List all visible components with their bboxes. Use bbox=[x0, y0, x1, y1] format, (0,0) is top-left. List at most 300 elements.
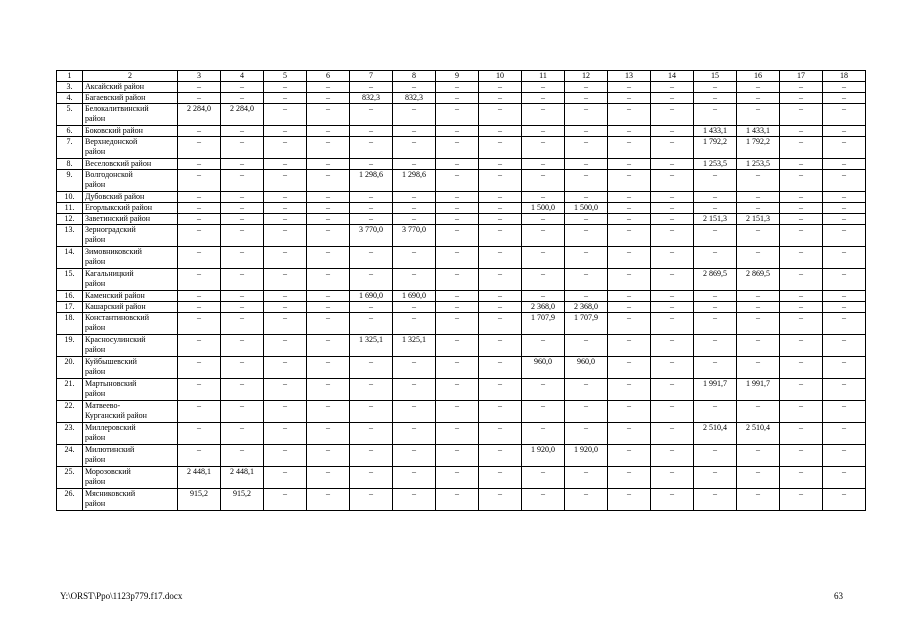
column-header: 2 bbox=[83, 71, 178, 82]
value-cell: – bbox=[565, 192, 608, 203]
value-cell: – bbox=[565, 401, 608, 423]
value-cell: – bbox=[565, 423, 608, 445]
data-table bbox=[56, 70, 866, 511]
value-cell: – bbox=[393, 203, 436, 214]
value-cell: 1 325,1 bbox=[393, 335, 436, 357]
value-cell: – bbox=[823, 423, 866, 445]
value-cell: 3 770,0 bbox=[350, 225, 393, 247]
value-cell: – bbox=[264, 214, 307, 225]
value-cell: – bbox=[780, 82, 823, 93]
value-cell: – bbox=[565, 137, 608, 159]
value-cell: – bbox=[608, 104, 651, 126]
value-cell: 2 368,0 bbox=[522, 302, 565, 313]
value-cell: – bbox=[780, 357, 823, 379]
value-cell: – bbox=[221, 247, 264, 269]
value-cell: 1 991,7 bbox=[694, 379, 737, 401]
value-cell: – bbox=[479, 401, 522, 423]
page-number: 63 bbox=[834, 591, 843, 601]
district-name bbox=[83, 214, 178, 225]
value-cell: – bbox=[221, 302, 264, 313]
value-cell: 1 298,6 bbox=[350, 170, 393, 192]
value-cell: – bbox=[221, 313, 264, 335]
value-cell: 2 869,5 bbox=[694, 269, 737, 291]
value-cell: – bbox=[737, 335, 780, 357]
district-name bbox=[83, 159, 178, 170]
value-cell: – bbox=[350, 126, 393, 137]
value-cell: – bbox=[823, 192, 866, 203]
value-cell: – bbox=[264, 313, 307, 335]
value-cell: – bbox=[780, 269, 823, 291]
value-cell: – bbox=[608, 302, 651, 313]
value-cell: – bbox=[350, 313, 393, 335]
district-name-line: Зимовниковский bbox=[85, 247, 142, 256]
value-cell: – bbox=[307, 214, 350, 225]
value-cell: – bbox=[436, 225, 479, 247]
value-cell: – bbox=[479, 357, 522, 379]
value-cell: – bbox=[307, 445, 350, 467]
district-name bbox=[83, 247, 178, 269]
value-cell: – bbox=[780, 203, 823, 214]
column-header: 9 bbox=[436, 71, 479, 82]
value-cell: – bbox=[737, 467, 780, 489]
value-cell: – bbox=[694, 467, 737, 489]
column-header: 16 bbox=[737, 71, 780, 82]
value-cell: – bbox=[780, 170, 823, 192]
value-cell: – bbox=[436, 159, 479, 170]
district-name bbox=[83, 137, 178, 159]
district-name-line: Каменский район bbox=[85, 291, 145, 300]
value-cell: – bbox=[436, 93, 479, 104]
value-cell: – bbox=[823, 159, 866, 170]
value-cell: – bbox=[350, 203, 393, 214]
value-cell: 2 284,0 bbox=[178, 104, 221, 126]
value-cell: – bbox=[780, 126, 823, 137]
value-cell: – bbox=[479, 247, 522, 269]
value-cell: – bbox=[608, 82, 651, 93]
value-cell: – bbox=[178, 401, 221, 423]
value-cell: – bbox=[307, 137, 350, 159]
value-cell: – bbox=[608, 379, 651, 401]
value-cell: – bbox=[608, 247, 651, 269]
value-cell: – bbox=[221, 159, 264, 170]
value-cell: – bbox=[651, 192, 694, 203]
value-cell: – bbox=[350, 401, 393, 423]
district-name-line: Куйбышевский bbox=[85, 357, 137, 366]
value-cell: – bbox=[694, 335, 737, 357]
value-cell: – bbox=[780, 313, 823, 335]
value-cell: – bbox=[694, 357, 737, 379]
value-cell: – bbox=[608, 401, 651, 423]
value-cell: – bbox=[264, 467, 307, 489]
column-header: 7 bbox=[350, 71, 393, 82]
row-number: 26. bbox=[57, 489, 83, 511]
district-name-line: район bbox=[85, 146, 106, 156]
value-cell: – bbox=[479, 203, 522, 214]
value-cell: – bbox=[823, 214, 866, 225]
table-row bbox=[57, 137, 866, 159]
value-cell: – bbox=[393, 489, 436, 511]
table-row bbox=[57, 291, 866, 302]
value-cell: – bbox=[350, 159, 393, 170]
value-cell: – bbox=[565, 170, 608, 192]
value-cell: – bbox=[178, 192, 221, 203]
value-cell: – bbox=[522, 126, 565, 137]
value-cell: – bbox=[823, 302, 866, 313]
value-cell: – bbox=[565, 247, 608, 269]
value-cell: – bbox=[608, 423, 651, 445]
value-cell: – bbox=[264, 269, 307, 291]
value-cell: – bbox=[436, 203, 479, 214]
value-cell: – bbox=[264, 423, 307, 445]
value-cell: 1 433,1 bbox=[737, 126, 780, 137]
value-cell: – bbox=[436, 192, 479, 203]
value-cell: – bbox=[823, 269, 866, 291]
value-cell: – bbox=[436, 247, 479, 269]
value-cell: – bbox=[436, 357, 479, 379]
value-cell: – bbox=[264, 291, 307, 302]
table-row bbox=[57, 423, 866, 445]
district-name-line: район bbox=[85, 256, 106, 266]
row-number: 18. bbox=[57, 313, 83, 335]
column-header: 5 bbox=[264, 71, 307, 82]
district-name bbox=[83, 291, 178, 302]
district-name bbox=[83, 82, 178, 93]
table-row bbox=[57, 170, 866, 192]
value-cell: – bbox=[479, 137, 522, 159]
table-row bbox=[57, 379, 866, 401]
value-cell: – bbox=[178, 335, 221, 357]
value-cell: – bbox=[436, 379, 479, 401]
value-cell: – bbox=[522, 467, 565, 489]
value-cell: – bbox=[651, 401, 694, 423]
value-cell: – bbox=[393, 467, 436, 489]
value-cell: – bbox=[780, 225, 823, 247]
value-cell: – bbox=[436, 302, 479, 313]
value-cell: – bbox=[264, 126, 307, 137]
value-cell: – bbox=[479, 445, 522, 467]
value-cell: – bbox=[264, 203, 307, 214]
value-cell: – bbox=[694, 489, 737, 511]
value-cell: – bbox=[307, 192, 350, 203]
district-name bbox=[83, 170, 178, 192]
district-name-line: Миллеровский bbox=[85, 423, 136, 432]
value-cell: – bbox=[608, 335, 651, 357]
value-cell: – bbox=[436, 313, 479, 335]
value-cell: – bbox=[651, 379, 694, 401]
value-cell: – bbox=[651, 302, 694, 313]
value-cell: – bbox=[694, 401, 737, 423]
value-cell: – bbox=[694, 445, 737, 467]
table-row bbox=[57, 192, 866, 203]
value-cell: – bbox=[651, 214, 694, 225]
value-cell: – bbox=[522, 192, 565, 203]
column-header: 13 bbox=[608, 71, 651, 82]
value-cell: – bbox=[780, 379, 823, 401]
value-cell: – bbox=[479, 126, 522, 137]
value-cell: – bbox=[780, 214, 823, 225]
row-number: 14. bbox=[57, 247, 83, 269]
district-name-line: район bbox=[85, 278, 106, 288]
value-cell: – bbox=[479, 214, 522, 225]
district-name bbox=[83, 93, 178, 104]
value-cell: – bbox=[393, 159, 436, 170]
value-cell: – bbox=[436, 214, 479, 225]
value-cell: – bbox=[479, 489, 522, 511]
value-cell: – bbox=[737, 170, 780, 192]
value-cell: – bbox=[608, 126, 651, 137]
value-cell: 3 770,0 bbox=[393, 225, 436, 247]
value-cell: – bbox=[780, 93, 823, 104]
table-row bbox=[57, 302, 866, 313]
value-cell: 2 448,1 bbox=[221, 467, 264, 489]
column-header: 12 bbox=[565, 71, 608, 82]
table-row bbox=[57, 357, 866, 379]
value-cell: – bbox=[479, 302, 522, 313]
row-number: 8. bbox=[57, 159, 83, 170]
value-cell: – bbox=[651, 104, 694, 126]
value-cell: – bbox=[393, 104, 436, 126]
value-cell: – bbox=[393, 423, 436, 445]
value-cell: – bbox=[350, 379, 393, 401]
value-cell: 1 253,5 bbox=[694, 159, 737, 170]
value-cell: – bbox=[737, 313, 780, 335]
value-cell: – bbox=[264, 104, 307, 126]
value-cell: – bbox=[178, 203, 221, 214]
value-cell: – bbox=[436, 423, 479, 445]
value-cell: – bbox=[178, 82, 221, 93]
district-name-line: Матвеево- bbox=[85, 401, 121, 410]
value-cell: – bbox=[350, 357, 393, 379]
value-cell: – bbox=[350, 302, 393, 313]
column-header: 10 bbox=[479, 71, 522, 82]
district-name-line: район bbox=[85, 344, 106, 354]
value-cell: – bbox=[307, 291, 350, 302]
value-cell: – bbox=[178, 214, 221, 225]
district-name-line: район bbox=[85, 366, 106, 376]
value-cell: – bbox=[264, 82, 307, 93]
value-cell: – bbox=[436, 445, 479, 467]
value-cell: – bbox=[651, 93, 694, 104]
value-cell: – bbox=[436, 335, 479, 357]
district-name-line: район bbox=[85, 113, 106, 123]
district-name bbox=[83, 104, 178, 126]
row-number: 5. bbox=[57, 104, 83, 126]
value-cell: – bbox=[307, 489, 350, 511]
value-cell: – bbox=[694, 291, 737, 302]
value-cell: – bbox=[479, 192, 522, 203]
row-number: 6. bbox=[57, 126, 83, 137]
value-cell: – bbox=[307, 401, 350, 423]
row-number: 13. bbox=[57, 225, 83, 247]
value-cell: – bbox=[264, 357, 307, 379]
row-number: 24. bbox=[57, 445, 83, 467]
value-cell: 2 284,0 bbox=[221, 104, 264, 126]
value-cell: – bbox=[608, 203, 651, 214]
value-cell: – bbox=[264, 445, 307, 467]
district-name-line: Красносулинский bbox=[85, 335, 146, 344]
column-header: 11 bbox=[522, 71, 565, 82]
value-cell: – bbox=[823, 445, 866, 467]
value-cell: – bbox=[264, 247, 307, 269]
value-cell: 1 707,9 bbox=[565, 313, 608, 335]
district-name-line: Веселовский район bbox=[85, 159, 152, 168]
value-cell: 1 920,0 bbox=[522, 445, 565, 467]
district-name bbox=[83, 445, 178, 467]
value-cell: – bbox=[823, 82, 866, 93]
value-cell: – bbox=[651, 291, 694, 302]
district-name bbox=[83, 192, 178, 203]
value-cell: – bbox=[350, 214, 393, 225]
value-cell: 915,2 bbox=[221, 489, 264, 511]
value-cell: – bbox=[350, 137, 393, 159]
value-cell: – bbox=[178, 225, 221, 247]
column-header: 14 bbox=[651, 71, 694, 82]
value-cell: 2 368,0 bbox=[565, 302, 608, 313]
value-cell: 2 151,3 bbox=[737, 214, 780, 225]
value-cell: – bbox=[823, 126, 866, 137]
value-cell: – bbox=[737, 93, 780, 104]
district-name bbox=[83, 357, 178, 379]
value-cell: – bbox=[178, 93, 221, 104]
value-cell: 1 253,5 bbox=[737, 159, 780, 170]
district-name-line: Белокалитвинский bbox=[85, 104, 149, 113]
value-cell: – bbox=[436, 137, 479, 159]
value-cell: – bbox=[307, 379, 350, 401]
value-cell: – bbox=[780, 247, 823, 269]
district-name bbox=[83, 423, 178, 445]
value-cell: 1 690,0 bbox=[350, 291, 393, 302]
district-name-line: район bbox=[85, 388, 106, 398]
value-cell: – bbox=[608, 214, 651, 225]
value-cell: – bbox=[522, 159, 565, 170]
value-cell: – bbox=[565, 489, 608, 511]
value-cell: – bbox=[565, 214, 608, 225]
row-number: 19. bbox=[57, 335, 83, 357]
district-name bbox=[83, 313, 178, 335]
value-cell: 1 920,0 bbox=[565, 445, 608, 467]
column-header: 8 bbox=[393, 71, 436, 82]
value-cell: – bbox=[221, 291, 264, 302]
header-row bbox=[57, 71, 866, 82]
value-cell: – bbox=[522, 214, 565, 225]
value-cell: – bbox=[479, 379, 522, 401]
value-cell: – bbox=[737, 302, 780, 313]
value-cell: – bbox=[780, 291, 823, 302]
district-name-line: район bbox=[85, 322, 106, 332]
district-name-line: Верхнедонской bbox=[85, 137, 138, 146]
value-cell: 1 433,1 bbox=[694, 126, 737, 137]
value-cell: – bbox=[221, 357, 264, 379]
value-cell: – bbox=[307, 467, 350, 489]
value-cell: – bbox=[350, 192, 393, 203]
value-cell: – bbox=[608, 357, 651, 379]
column-header: 17 bbox=[780, 71, 823, 82]
value-cell: 1 991,7 bbox=[737, 379, 780, 401]
row-number: 3. bbox=[57, 82, 83, 93]
value-cell: – bbox=[178, 170, 221, 192]
value-cell: – bbox=[823, 467, 866, 489]
value-cell: – bbox=[651, 247, 694, 269]
value-cell: – bbox=[479, 93, 522, 104]
value-cell: – bbox=[178, 126, 221, 137]
value-cell: – bbox=[221, 82, 264, 93]
table-row bbox=[57, 401, 866, 423]
value-cell: – bbox=[221, 335, 264, 357]
column-header: 3 bbox=[178, 71, 221, 82]
value-cell: – bbox=[307, 170, 350, 192]
district-name bbox=[83, 379, 178, 401]
value-cell: – bbox=[479, 159, 522, 170]
value-cell: – bbox=[737, 104, 780, 126]
value-cell: – bbox=[565, 225, 608, 247]
value-cell: – bbox=[307, 302, 350, 313]
value-cell: – bbox=[479, 423, 522, 445]
value-cell: – bbox=[651, 137, 694, 159]
value-cell: – bbox=[178, 247, 221, 269]
value-cell: – bbox=[350, 104, 393, 126]
value-cell: – bbox=[737, 291, 780, 302]
district-name-line: Морозовский bbox=[85, 467, 131, 476]
value-cell: – bbox=[651, 489, 694, 511]
district-name-line: Багаевский район bbox=[85, 93, 146, 102]
value-cell: 2 151,3 bbox=[694, 214, 737, 225]
value-cell: – bbox=[737, 401, 780, 423]
value-cell: – bbox=[694, 225, 737, 247]
value-cell: – bbox=[393, 82, 436, 93]
table-row bbox=[57, 214, 866, 225]
value-cell: – bbox=[350, 247, 393, 269]
value-cell: – bbox=[436, 104, 479, 126]
value-cell: – bbox=[737, 225, 780, 247]
value-cell: – bbox=[565, 104, 608, 126]
value-cell: – bbox=[264, 401, 307, 423]
value-cell: – bbox=[479, 225, 522, 247]
district-name-line: район bbox=[85, 476, 106, 486]
value-cell: – bbox=[178, 379, 221, 401]
table-row bbox=[57, 247, 866, 269]
value-cell: – bbox=[221, 170, 264, 192]
district-name bbox=[83, 335, 178, 357]
value-cell: – bbox=[823, 104, 866, 126]
value-cell: – bbox=[221, 379, 264, 401]
value-cell: – bbox=[307, 423, 350, 445]
value-cell: – bbox=[479, 313, 522, 335]
value-cell: – bbox=[479, 291, 522, 302]
value-cell: 832,3 bbox=[393, 93, 436, 104]
district-name-line: Зерноградский bbox=[85, 225, 136, 234]
value-cell: – bbox=[565, 467, 608, 489]
value-cell: – bbox=[264, 489, 307, 511]
value-cell: – bbox=[393, 126, 436, 137]
table-row bbox=[57, 82, 866, 93]
value-cell: – bbox=[221, 203, 264, 214]
value-cell: 1 500,0 bbox=[522, 203, 565, 214]
value-cell: – bbox=[737, 445, 780, 467]
district-name bbox=[83, 126, 178, 137]
value-cell: – bbox=[780, 159, 823, 170]
value-cell: – bbox=[608, 192, 651, 203]
value-cell: 1 500,0 bbox=[565, 203, 608, 214]
value-cell: – bbox=[608, 269, 651, 291]
value-cell: – bbox=[522, 170, 565, 192]
row-number: 12. bbox=[57, 214, 83, 225]
row-number: 16. bbox=[57, 291, 83, 302]
value-cell: – bbox=[307, 313, 350, 335]
value-cell: – bbox=[565, 126, 608, 137]
value-cell: – bbox=[780, 104, 823, 126]
value-cell: – bbox=[651, 313, 694, 335]
value-cell: – bbox=[565, 93, 608, 104]
